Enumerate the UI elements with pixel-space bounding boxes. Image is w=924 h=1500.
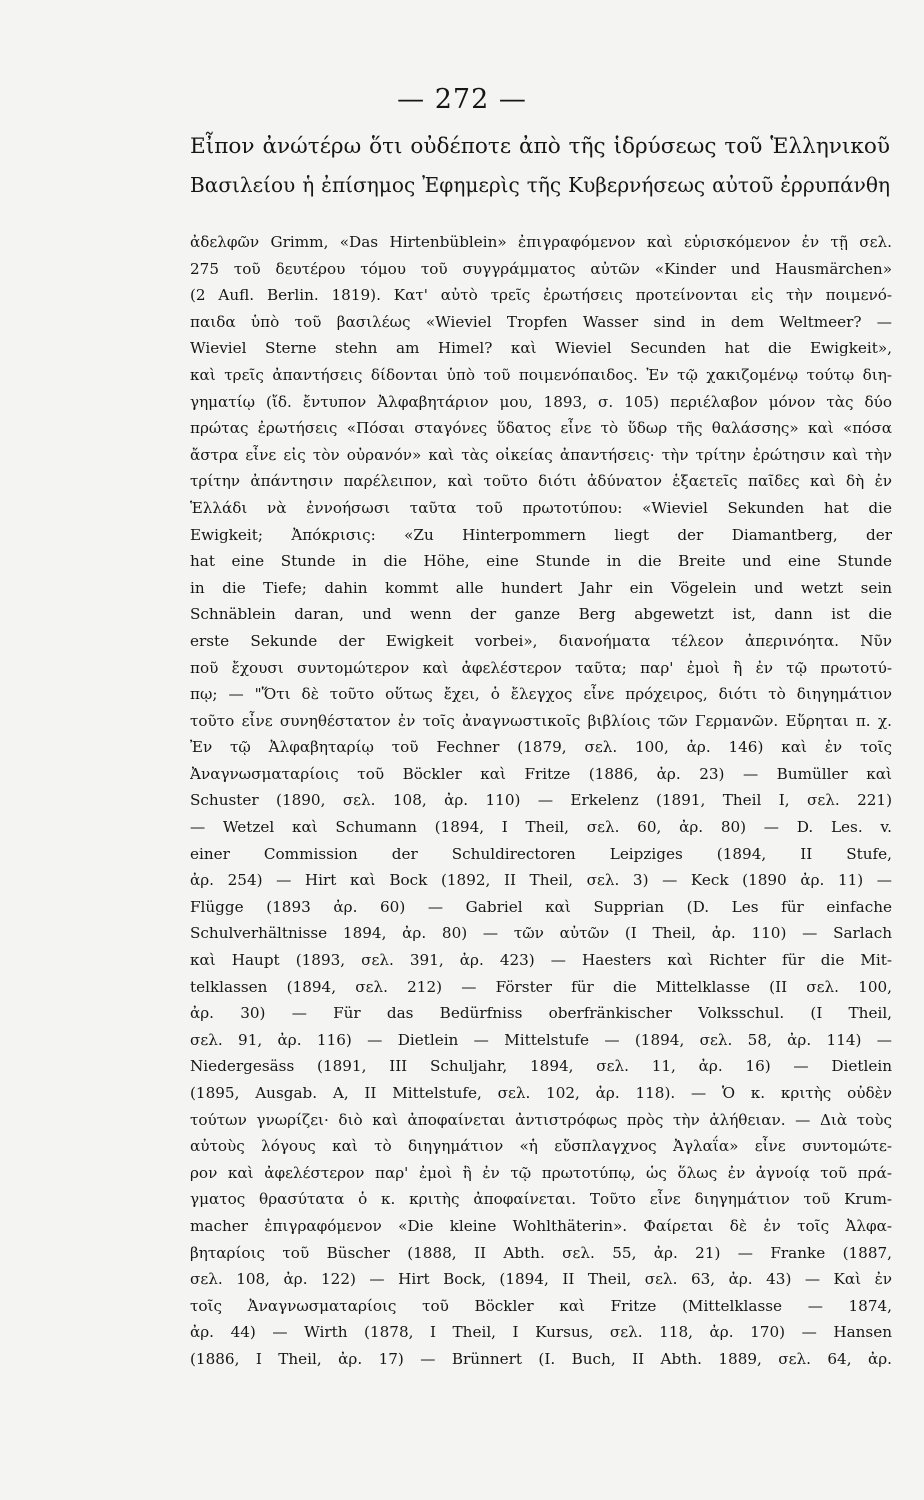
text-line: παιδα ὑπὸ τοῦ βασιλέως «Wieviel Tropfen Wasser sind in dem Weltmeer? —: [190, 312, 892, 331]
text-line: γματος θρασύτατα ὁ κ. κριτὴς ἀποφαίνεται. Τοῦτο εἶνε διηγημάτιον τοῦ Krum-: [190, 1190, 892, 1209]
text-line: (1886, I Theil, ἀρ. 17) — Brünnert (I. Buch, II Abth. 1889, σελ. 64, ἀρ.: [190, 1349, 892, 1368]
text-line: αὐτοὺς λόγους καὶ τὸ διηγημάτιον «ἡ εὔσπλαγχνος Ἀγλαΐα» εἶνε συντομώτε-: [190, 1137, 892, 1156]
text-line: τοῦτο εἶνε συνηθέστατον ἐν τοῖς ἀναγνωστικοῖς βιβλίοις τῶν Γερμανῶν. Εὕρηται π. χ.: [190, 711, 892, 730]
text-line: hat eine Stunde in die Höhe, eine Stunde in die Breite und eine Stunde: [190, 552, 892, 571]
text-line: ἄστρα εἶνε εἰς τὸν οὐρανόν» καὶ τὰς οἰκείας ἀπαντήσεις· τὴν τρίτην ἐρώτησιν καὶ τὴν: [190, 445, 892, 464]
text-line: telklassen (1894, σελ. 212) — Förster für die Mittelklasse (II σελ. 100,: [190, 977, 892, 996]
text-line: πῳ; — "Ὅτι δὲ τοῦτο οὕτως ἔχει, ὁ ἔλεγχος εἶνε πρόχειρος, διότι τὸ διηγημάτιον: [190, 685, 892, 704]
text-line: in die Tiefe; dahin kommt alle hundert Jahr ein Vögelein und wetzt sein: [190, 578, 892, 597]
text-line: Schnäblein daran, und wenn der ganze Berg abgewetzt ist, dann ist die: [190, 605, 892, 624]
text-line: ρον καὶ ἀφελέστερον παρ' ἐμοὶ ἢ ἐν τῷ πρωτοτύπῳ, ὡς ὅλως ἐν ἀγνοίᾳ τοῦ πρά-: [190, 1163, 892, 1182]
intro-line: Βασιλείου ἡ ἐπίσημος Ἐφημερὶς τῆς Κυβερνήσεως αὐτοῦ ἐρρυπάνθη: [190, 173, 890, 197]
text-line: καὶ τρεῖς ἀπαντήσεις δίδονται ὑπὸ τοῦ ποιμενόπαιδος. Ἐν τῷ χακιζομένῳ τούτῳ διη-: [190, 365, 892, 384]
text-line: ἀρ. 30) — Für das Bedürfniss oberfränkischer Volksschul. (I Theil,: [190, 1004, 892, 1023]
text-line: — Wetzel καὶ Schumann (1894, I Theil, σελ. 60, ἀρ. 80) — D. Les. v.: [190, 818, 892, 837]
text-line: Schulverhältnisse 1894, ἀρ. 80) — τῶν αὐτῶν (I Theil, ἀρ. 110) — Sarlach: [190, 924, 892, 943]
text-line: einer Commission der Schuldirectoren Leipziges (1894, II Stufe,: [190, 844, 892, 863]
intro-paragraph: [190, 128, 890, 204]
text-line: τοῖς Ἀναγνωσματαρίοις τοῦ Böckler καὶ Fritze (Mittelklasse — 1874,: [190, 1296, 892, 1315]
text-line: πρώτας ἐρωτήσεις «Πόσαι σταγόνες ὕδατος εἶνε τὸ ὕδωρ τῆς θαλάσσης» καὶ «πόσα: [190, 419, 892, 438]
text-line: 275 τοῦ δευτέρου τόμου τοῦ συγγράμματος αὐτῶν «Kinder und Hausmärchen»: [190, 259, 892, 278]
text-line: Niedergesäss (1891, III Schuljahr, 1894, σελ. 11, ἀρ. 16) — Dietlein: [190, 1057, 892, 1076]
text-line: (1895, Ausgab. A, II Mittelstufe, σελ. 102, ἀρ. 118). — Ὁ κ. κριτὴς οὐδὲν: [190, 1084, 892, 1102]
text-line: Ἐν τῷ Ἀλφαβηταρίῳ τοῦ Fechner (1879, σελ. 100, ἀρ. 146) καὶ ἐν τοῖς: [190, 738, 892, 757]
text-line: σελ. 91, ἀρ. 116) — Dietlein — Mittelstufe — (1894, σελ. 58, ἀρ. 114) —: [190, 1030, 892, 1049]
text-line: τούτων γνωρίζει· διὸ καὶ ἀποφαίνεται ἀντιστρόφως πρὸς τὴν ἀλήθειαν. — Διὰ τοὺς: [190, 1110, 892, 1129]
text-line: ποῦ ἔχουσι συντομώτερον καὶ ἀφελέστερον ταῦτα; παρ' ἐμοὶ ἢ ἐν τῷ πρωτοτύ-: [190, 658, 892, 677]
text-line: (2 Aufl. Berlin. 1819). Κατ' αὐτὸ τρεῖς ἐρωτήσεις προτείνονται εἰς τὴν ποιμενό-: [190, 286, 892, 305]
text-line: Flügge (1893 ἀρ. 60) — Gabriel καὶ Supprian (D. Les für einfache: [190, 897, 892, 916]
text-line: erste Sekunde der Ewigkeit vorbei», διανοήματα τέλεον ἀπερινόητα. Νῦν: [190, 631, 892, 650]
text-line: ἀδελφῶν Grimm, «Das Hirtenbüblein» ἐπιγραφόμενον καὶ εὑρισκόμενον ἐν τῇ σελ.: [190, 233, 892, 251]
intro-line: Εἶπον ἀνώτέρω ὅτι οὐδέποτε ἀπὸ τῆς ἱδρύσεως τοῦ Ἑλληνικοῦ: [190, 134, 890, 159]
text-line: ἀρ. 44) — Wirth (1878, I Theil, I Kursus, σελ. 118, ἀρ. 170) — Hansen: [190, 1323, 892, 1342]
footnote-text: [190, 229, 892, 1373]
text-line: Ἑλλάδι νὰ ἐννοήσωσι ταῦτα τοῦ πρωτοτύπου: «Wieviel Sekunden hat die: [190, 498, 892, 517]
text-line: Schuster (1890, σελ. 108, ἀρ. 110) — Erkelenz (1891, Theil I, σελ. 221): [190, 791, 892, 810]
text-line: Wieviel Sterne stehn am Himel? καὶ Wieviel Secunden hat die Ewigkeit»,: [190, 339, 892, 358]
text-line: ἀρ. 254) — Hirt καὶ Bock (1892, II Theil, σελ. 3) — Keck (1890 ἀρ. 11) —: [190, 871, 892, 890]
text-line: γηματίῳ (ἴδ. ἔντυπον Ἀλφαβητάριον μου, 1893, σ. 105) περιέλαβον μόνον τὰς δύο: [190, 392, 892, 411]
text-line: Ἀναγνωσματαρίοις τοῦ Böckler καὶ Fritze (1886, ἀρ. 23) — Bumüller καὶ: [190, 764, 892, 783]
page-number: — 272 —: [397, 84, 527, 115]
text-line: καὶ Haupt (1893, σελ. 391, ἀρ. 423) — Haesters καὶ Richter für die Mit-: [190, 951, 892, 970]
text-line: σελ. 108, ἀρ. 122) — Hirt Bock, (1894, II Theil, σελ. 63, ἀρ. 43) — Καὶ ἐν: [190, 1270, 892, 1289]
text-line: βηταρίοις τοῦ Büscher (1888, II Abth. σελ. 55, ἀρ. 21) — Franke (1887,: [190, 1243, 892, 1262]
text-line: τρίτην ἀπάντησιν παρέλειπον, καὶ τοῦτο διότι ἀδύνατον ἑξαετεῖς παῖδες καὶ δὴ ἐν: [190, 472, 892, 491]
text-line: Ewigkeit; Ἀπόκρισις: «Zu Hinterpommern liegt der Diamantberg, der: [190, 525, 892, 544]
text-line: macher ἐπιγραφόμενον «Die kleine Wohlthäterin». Φαίρεται δὲ ἐν τοῖς Ἀλφα-: [190, 1216, 892, 1235]
